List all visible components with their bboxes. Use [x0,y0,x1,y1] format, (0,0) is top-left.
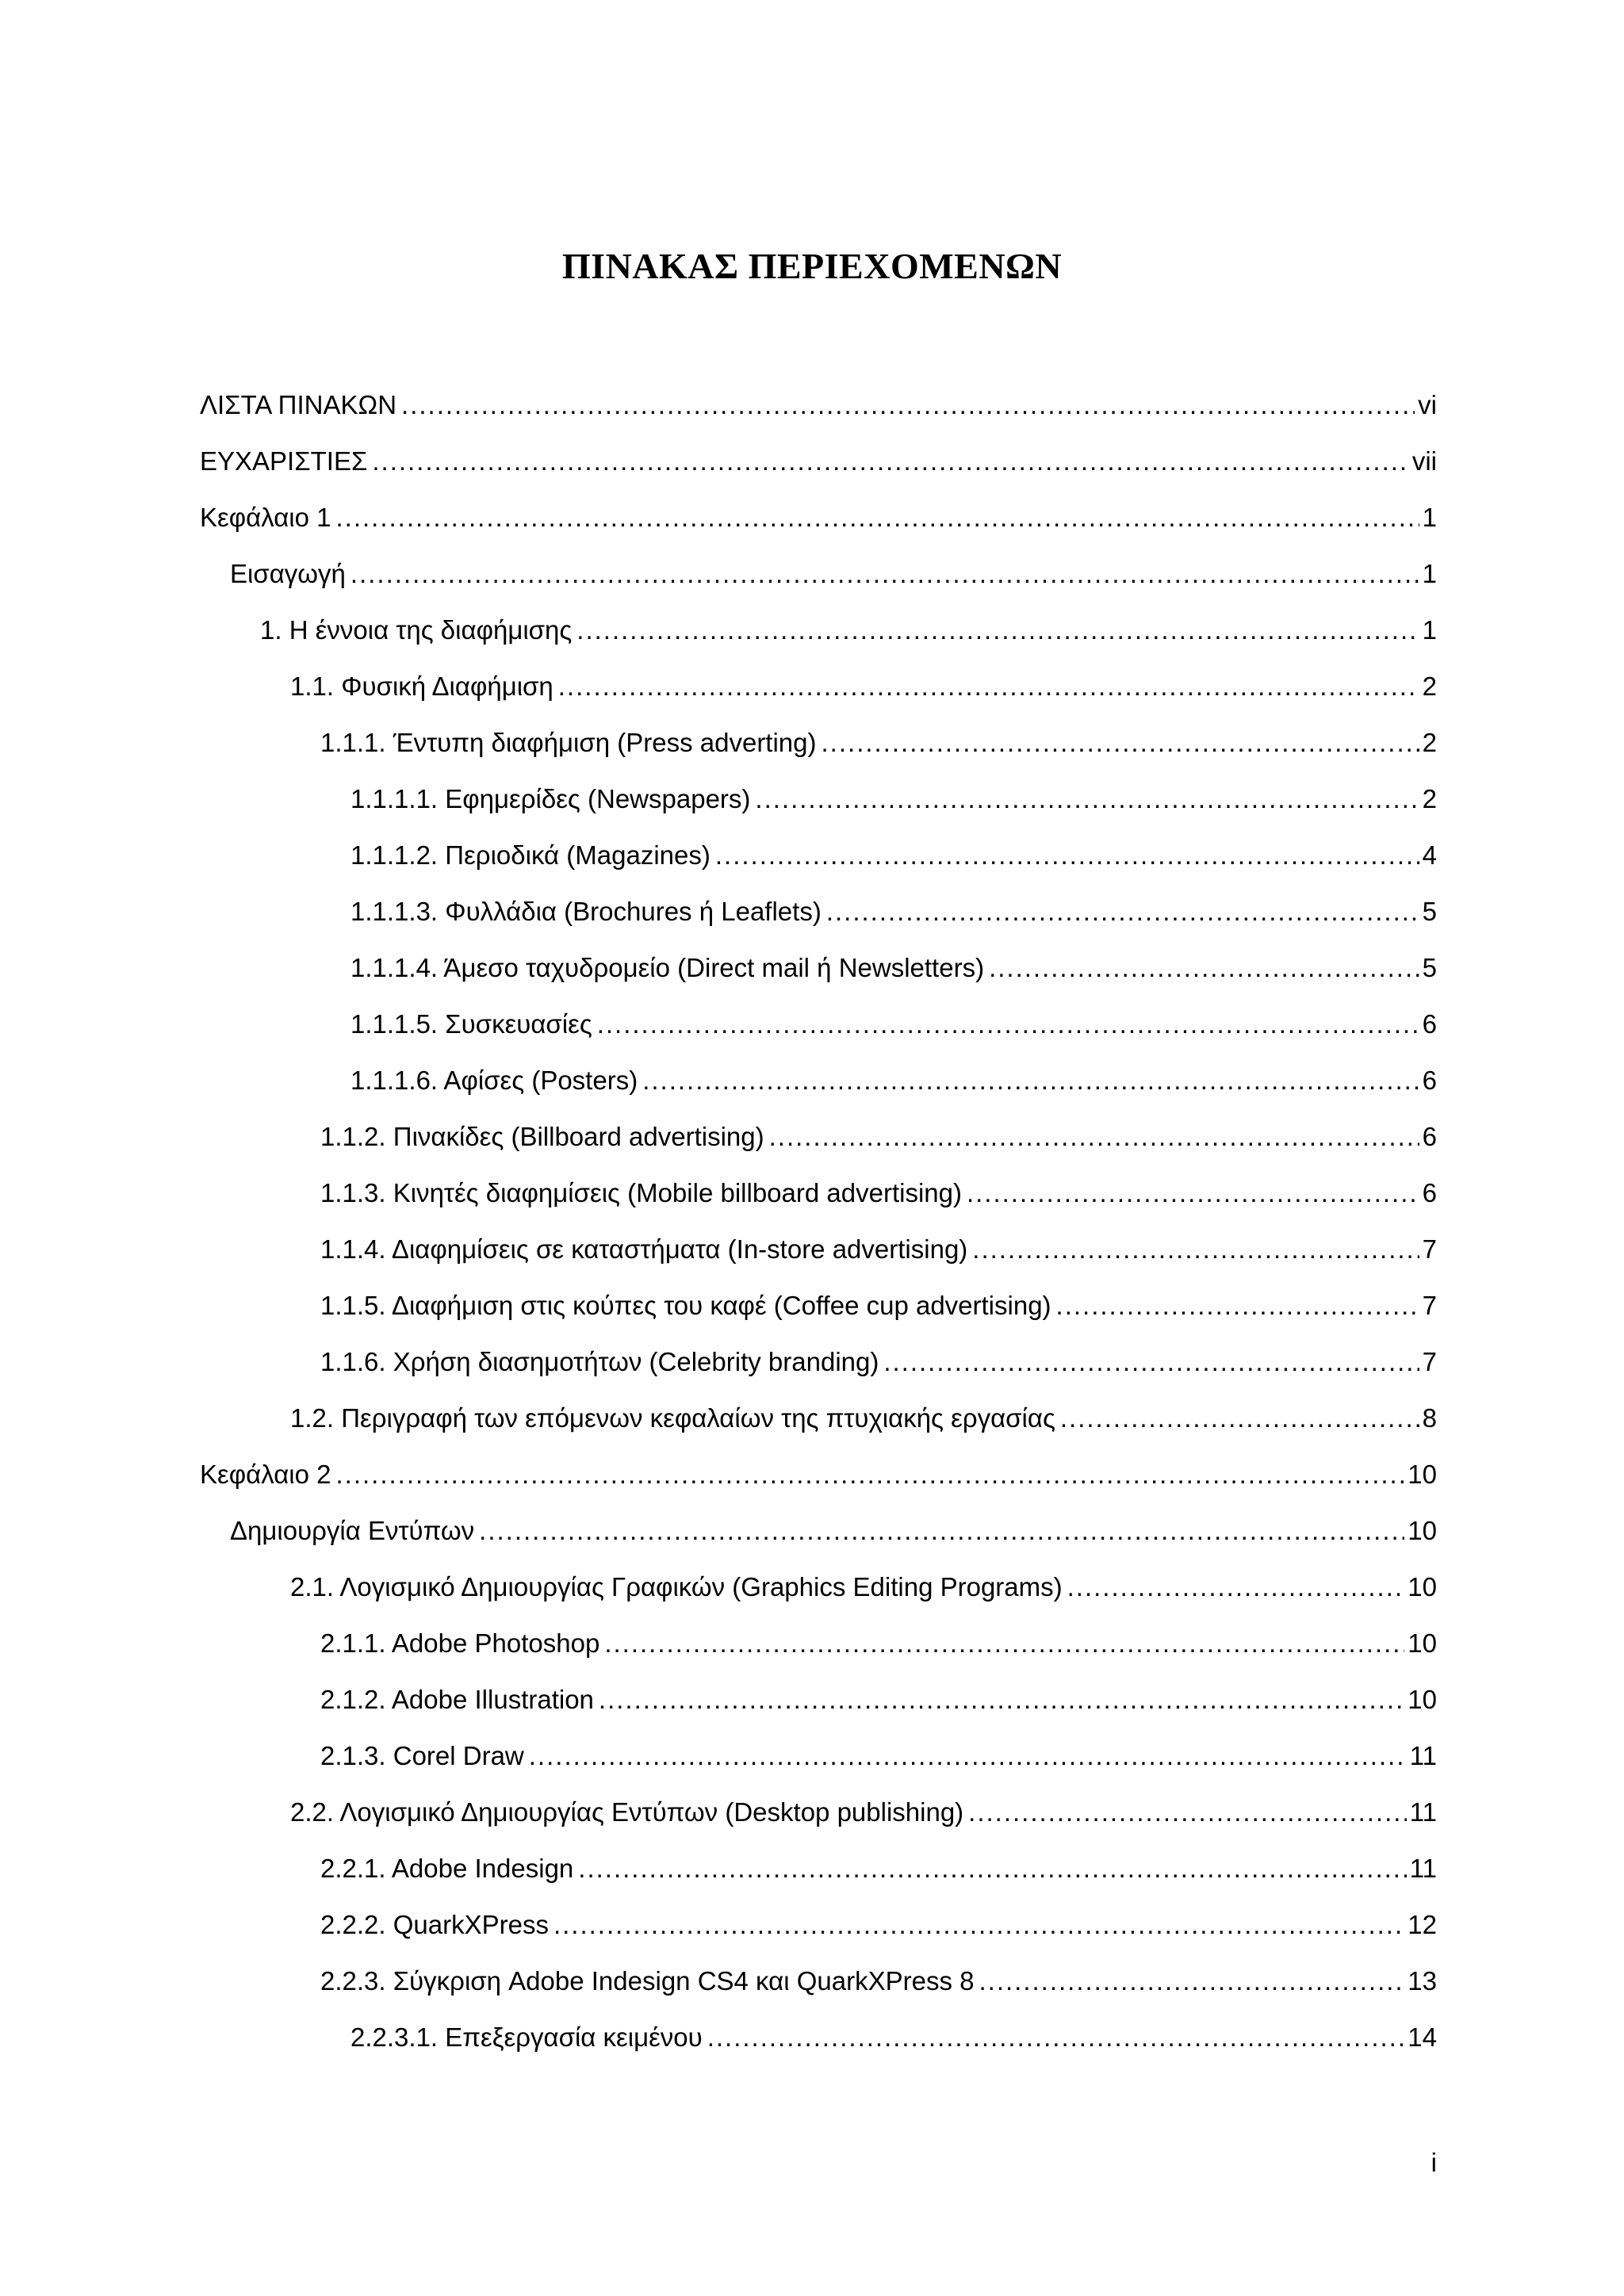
toc-entry-label: 1.1.1. Έντυπη διαφήμιση (Press adverting) [320,727,822,759]
dot-leader [707,2022,1405,2053]
toc-entry-page-number: 11 [1407,1797,1437,1828]
dot-leader [642,1065,1419,1096]
toc-entry-page-number: 6 [1419,1177,1437,1209]
dot-leader [769,1121,1419,1153]
toc-entry-label: 1.1.2. Πινακίδες (Billboard advertising) [320,1121,769,1153]
table-of-contents [200,377,1437,2065]
toc-entry-label: 2.1.3. Corel Draw [320,1740,529,1772]
dot-leader [1067,1571,1405,1603]
toc-entry[interactable] [200,433,1437,489]
dot-leader [989,952,1419,984]
toc-entry[interactable] [200,1221,1437,1277]
toc-entry-page-number: 12 [1404,1909,1437,1941]
toc-entry-label: 2.2.3. Σύγκριση Adobe Indesign CS4 και QuarkXPress 8 [320,1965,979,1997]
dot-leader [578,1853,1406,1885]
toc-entry-page-number: 10 [1404,1628,1437,1659]
toc-entry[interactable] [200,714,1437,771]
toc-entry[interactable] [200,771,1437,827]
page-title: ΠΙΝΑΚΑΣ ΠΕΡΙΕΧΟΜΕΝΩΝ [561,246,1063,286]
toc-entry-page-number: 1 [1419,558,1437,590]
toc-entry[interactable] [200,1108,1437,1165]
toc-entry-page-number: 6 [1419,1008,1437,1040]
toc-entry-page-number: 10 [1404,1515,1437,1547]
toc-entry-label: 1.1.1.4. Άμεσο ταχυδρομείο (Direct mail ή Newsletters) [350,952,989,984]
toc-entry[interactable] [200,1277,1437,1334]
toc-entry-page-number: 5 [1419,952,1437,984]
toc-entry-page-number: 6 [1419,1121,1437,1153]
dot-leader [1060,1402,1419,1434]
toc-entry[interactable] [200,996,1437,1052]
toc-entry[interactable] [200,545,1437,602]
toc-entry[interactable] [200,1165,1437,1221]
toc-entry-page-number: 10 [1404,1571,1437,1603]
toc-entry-page-number: 13 [1404,1965,1437,1997]
dot-leader [968,1797,1407,1828]
toc-entry[interactable] [200,1840,1437,1896]
toc-entry-label: Κεφάλαιο 1 [200,502,335,534]
toc-entry-page-number: 6 [1419,1065,1437,1096]
toc-entry-label: 2.2. Λογισμικό Δημιουργίας Εντύπων (Desktop publishing) [290,1797,968,1828]
dot-leader [553,1909,1404,1941]
toc-entry[interactable] [200,1728,1437,1784]
toc-entry[interactable] [200,1334,1437,1390]
toc-entry-page-number: vi [1415,389,1437,421]
dot-leader [883,1346,1419,1378]
dot-leader [479,1515,1404,1547]
toc-entry-page-number: 4 [1419,840,1437,871]
toc-entry-label: ΕΥΧΑΡΙΣΤΙΕΣ [200,446,372,477]
toc-entry-label: 1.1.3. Κινητές διαφημίσεις (Mobile billboard advertising) [320,1177,967,1209]
toc-entry[interactable] [200,2009,1437,2065]
toc-entry[interactable] [200,1559,1437,1615]
toc-entry[interactable] [200,939,1437,996]
toc-entry[interactable] [200,377,1437,433]
dot-leader [1056,1290,1419,1322]
dot-leader [335,502,1419,534]
toc-entry-page-number: 11 [1407,1853,1437,1885]
dot-leader [604,1628,1404,1659]
toc-entry-page-number: 7 [1419,1234,1437,1265]
toc-entry[interactable] [200,489,1437,545]
toc-entry-label: 1. Η έννοια της διαφήμισης [260,614,576,646]
toc-entry-label: ΛΙΣΤΑ ΠΙΝΑΚΩΝ [200,389,401,421]
toc-entry-page-number: 2 [1419,671,1437,702]
toc-entry[interactable] [200,1502,1437,1559]
toc-entry-page-number: 11 [1407,1740,1437,1772]
toc-entry-page-number: 14 [1404,2022,1437,2053]
toc-entry-label: 2.1.2. Adobe Illustration [320,1684,599,1716]
toc-entry-label: Δημιουργία Εντύπων [230,1515,479,1547]
dot-leader [576,614,1419,646]
toc-entry-label: 2.2.2. QuarkXPress [320,1909,553,1941]
toc-entry[interactable] [200,1390,1437,1446]
toc-entry-page-number: 1 [1419,614,1437,646]
toc-entry-label: 1.1.1.3. Φυλλάδια (Brochures ή Leaflets) [350,896,826,928]
dot-leader [558,671,1419,702]
toc-entry-page-number: 10 [1404,1684,1437,1716]
toc-entry-label: 2.2.3.1. Επεξεργασία κειμένου [350,2022,707,2053]
toc-entry[interactable] [200,1052,1437,1108]
toc-entry[interactable] [200,1953,1437,2009]
dot-leader [826,896,1419,928]
toc-entry[interactable] [200,1896,1437,1953]
toc-entry-label: 1.1.1.2. Περιοδικά (Magazines) [350,840,715,871]
dot-leader [401,389,1415,421]
dot-leader [529,1740,1407,1772]
toc-entry-label: 1.1.1.1. Εφημερίδες (Newspapers) [350,783,755,815]
toc-entry-page-number: 10 [1404,1459,1437,1490]
toc-entry-label: 1.1.5. Διαφήμιση στις κούπες του καφέ (Coffee cup advertising) [320,1290,1056,1322]
dot-leader [972,1234,1419,1265]
dot-leader [335,1459,1404,1490]
page-number: i [1431,2148,1437,2177]
toc-entry-label: Κεφάλαιο 2 [200,1459,335,1490]
dot-leader [372,446,1408,477]
dot-leader [967,1177,1419,1209]
dot-leader [715,840,1419,871]
toc-entry[interactable] [200,658,1437,714]
toc-entry-page-number: 2 [1419,783,1437,815]
dot-leader [979,1965,1404,1997]
toc-entry[interactable] [200,1671,1437,1728]
toc-entry[interactable] [200,1446,1437,1502]
dot-leader [599,1684,1404,1716]
toc-entry[interactable] [200,1784,1437,1840]
toc-entry[interactable] [200,602,1437,658]
toc-entry-page-number: 2 [1419,727,1437,759]
toc-entry-page-number: 1 [1419,502,1437,534]
toc-entry-label: 1.1.6. Χρήση διασημοτήτων (Celebrity branding) [320,1346,883,1378]
toc-entry-page-number: 7 [1419,1290,1437,1322]
toc-entry-page-number: 5 [1419,896,1437,928]
dot-leader [350,558,1419,590]
toc-entry[interactable] [200,883,1437,939]
toc-entry-label: 2.1.1. Adobe Photoshop [320,1628,604,1659]
toc-entry-label: 1.1.4. Διαφημίσεις σε καταστήματα (In-store advertising) [320,1234,972,1265]
toc-entry-page-number: 7 [1419,1346,1437,1378]
toc-entry-label: 2.1. Λογισμικό Δημιουργίας Γραφικών (Graphics Editing Programs) [290,1571,1067,1603]
toc-entry-label: 2.2.1. Adobe Indesign [320,1853,578,1885]
dot-leader [597,1008,1419,1040]
toc-entry-label: Εισαγωγή [230,558,350,590]
dot-leader [755,783,1419,815]
dot-leader [822,727,1419,759]
toc-entry-label: 1.2. Περιγραφή των επόμενων κεφαλαίων της πτυχιακής εργασίας [290,1402,1060,1434]
toc-entry[interactable] [200,827,1437,883]
toc-entry-label: 1.1.1.5. Συσκευασίες [350,1008,597,1040]
toc-entry[interactable] [200,1615,1437,1671]
toc-entry-label: 1.1. Φυσική Διαφήμιση [290,671,558,702]
toc-entry-label: 1.1.1.6. Αφίσες (Posters) [350,1065,642,1096]
toc-entry-page-number: 8 [1419,1402,1437,1434]
toc-entry-page-number: vii [1409,446,1437,477]
